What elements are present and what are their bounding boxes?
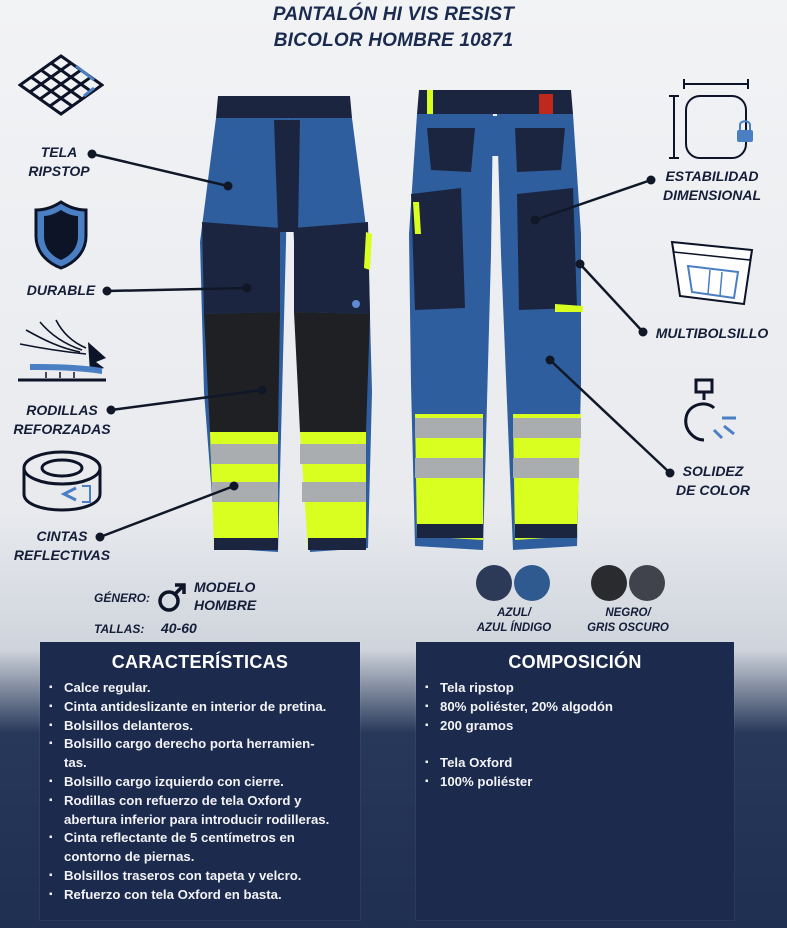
feature-label-rodillas: RODILLAS REFORZADAS [13, 402, 111, 437]
color-label-azul: AZUL/ AZUL ÍNDIGO [476, 607, 552, 634]
feature-label-ripstop: TELA RIPSTOP [28, 144, 90, 179]
dimensional-stability-icon [666, 78, 758, 162]
reflective-tape-roll-icon [20, 448, 106, 514]
feature-label-solidez: SOLIDEZ DE COLOR [676, 463, 750, 498]
page-title-line2: BICOLOR HOMBRE 10871 [273, 30, 514, 51]
ripstop-mesh-icon [18, 54, 104, 116]
list-item: ▪ 100% poliéster [416, 773, 734, 792]
male-symbol-icon [156, 582, 188, 614]
list-item: ▪ 200 gramos [416, 717, 734, 736]
list-item: ▪ Rodillas con refuerzo de tela Oxford y abertura inferior para introducir rodilleras. [40, 792, 360, 830]
list-item: ▪ 80% poliéster, 20% algodón [416, 698, 734, 717]
composicion-list [416, 679, 734, 792]
list-item: ▪ Cinta antideslizante en interior de pretina. [40, 698, 360, 717]
caracteristicas-panel [40, 642, 360, 920]
list-item: ▪ Calce regular. [40, 679, 360, 698]
feature-label-estabilidad: ESTABILIDAD DIMENSIONAL [663, 168, 761, 203]
list-item: ▪ Bolsillos delanteros. [40, 717, 360, 736]
list-item: ▪ Bolsillo cargo izquierdo con cierre. [40, 773, 360, 792]
tallas-label: TALLAS: [94, 622, 145, 636]
genero-value: MODELO HOMBRE [194, 579, 257, 613]
color-label-negro: NEGRO/ GRIS OSCURO [587, 607, 669, 634]
list-item: ▪ Tela ripstop [416, 679, 734, 698]
shield-icon [34, 200, 88, 270]
composicion-heading: COMPOSICIÓN [508, 652, 642, 672]
color-swatch-gris-oscuro [629, 565, 665, 601]
list-item: ▪ Tela Oxford [416, 754, 734, 773]
feature-label-multibolsillo: MULTIBOLSILLO [655, 325, 769, 341]
color-swatch-azul-indigo [514, 565, 550, 601]
color-swatch-azul [476, 565, 512, 601]
page-title-line1: PANTALÓN HI VIS RESIST [272, 4, 515, 25]
list-item: ▪ Cinta reflectante de 5 centímetros en contorno de piernas. [40, 829, 360, 867]
color-swatch-negro [591, 565, 627, 601]
knee-reinforcement-icon [16, 318, 108, 390]
feature-label-cintas: CINTAS REFLECTIVAS [13, 528, 111, 563]
composicion-panel [416, 642, 734, 920]
caracteristicas-heading: CARACTERÍSTICAS [111, 652, 289, 672]
color-fastness-bulb-icon [676, 378, 746, 450]
tallas-value: 40-60 [161, 620, 197, 636]
list-item: ▪ Bolsillo cargo derecho porta herramien- tas. [40, 735, 360, 773]
feature-label-durable: DURABLE [26, 282, 96, 298]
multi-pocket-icon [668, 236, 756, 308]
list-item: ▪ Bolsillos traseros con tapeta y velcro. [40, 867, 360, 886]
genero-label: GÉNERO: [94, 591, 151, 605]
caracteristicas-list [40, 679, 360, 905]
list-item: ▪ Refuerzo con tela Oxford en basta. [40, 886, 360, 905]
